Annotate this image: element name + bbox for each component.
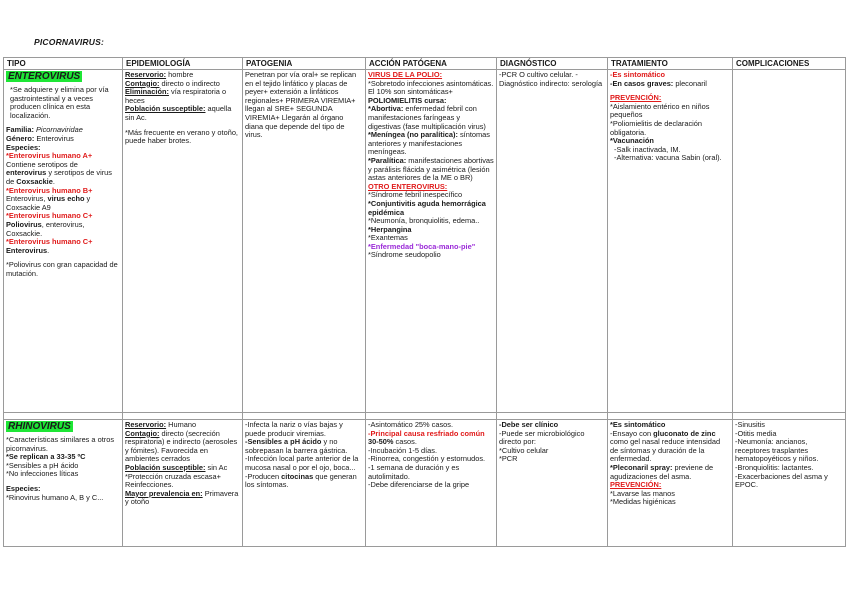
especie-a: *Enterovirus humano A+ Contiene serotipos de enterovirus y serotipos de virus de Coxsackie. bbox=[6, 151, 112, 186]
rhino-diferenciar: -Debe diferenciarse de la gripe bbox=[368, 480, 470, 490]
conjuntivitis: *Conjuntivitis aguda hemorrágica epidémica bbox=[368, 198, 486, 217]
comp-sinusitis: -Sinusitis bbox=[735, 420, 765, 429]
rhino-sintomatico: *Es sintomático bbox=[610, 420, 666, 429]
seudopolio: *Síndrome seudopolio bbox=[368, 250, 441, 260]
rhino-resfriado: -Principal causa resfriado común 30-50% casos. bbox=[368, 428, 485, 447]
especies-label: Especies: bbox=[6, 142, 41, 152]
otros-enterovirus-title: OTRO ENTEROVIRUS: bbox=[368, 181, 448, 191]
rhino-zinc: -Ensayo con gluconato de zinc como gel nasal reduce intensidad de síntomas y duración de la enfermedad. bbox=[610, 428, 721, 464]
polio-title: VIRUS DE LA POLIO: bbox=[368, 70, 443, 79]
rhino-liticas: *No infecciones líticas bbox=[6, 469, 79, 479]
contagio-line: Contagio: directo o indirecto bbox=[125, 78, 220, 88]
virus-name-rhinovirus: RHINOVIRUS bbox=[8, 421, 71, 432]
rhino-clinico: -Debe ser clínico bbox=[499, 420, 559, 429]
enterovirus-desc: *Se adquiere y elimina por vía gastrointestinal y a veces producen clínica en esta localización. bbox=[10, 85, 109, 120]
rhino-infeccion-local: -Infección local parte anterior de la mucosa nasal o por el ojo, boca... bbox=[245, 454, 359, 472]
rhino-micro: -Puede ser microbiológico directo por: bbox=[499, 428, 585, 447]
poliovirus-note: *Poliovirus con gran capacidad de mutación. bbox=[6, 260, 118, 278]
salk: -Salk inactivada, IM. bbox=[614, 144, 681, 154]
cell-complicaciones-enterovirus bbox=[733, 70, 846, 413]
genero-line: Género: Enterovirus bbox=[6, 133, 74, 143]
sabin: -Alternativa: vacuna Sabin (oral). bbox=[614, 153, 722, 163]
especie-c2: *Enterovirus humano C+ Enterovirus. bbox=[6, 237, 93, 255]
rhino-especies: *Rinovirus humano A, B y C... bbox=[6, 492, 104, 502]
rhino-pcr: *PCR bbox=[499, 454, 518, 464]
header-accion-patogena: ACCIÓN PATÓGENA bbox=[366, 58, 497, 70]
spacer-row bbox=[4, 413, 846, 420]
table-row-enterovirus bbox=[4, 70, 846, 413]
rhino-replican: *Se replican a 33-35 ºC bbox=[6, 452, 86, 462]
header-row bbox=[4, 58, 846, 70]
cell-accion-rhinovirus bbox=[366, 420, 497, 547]
rhino-contagio: Contagio: directo (secreción respiratoria) e indirecto (aerosoles y fómites). Favorecida en ambientes cerrados bbox=[125, 428, 238, 464]
cell-accion-enterovirus bbox=[366, 70, 497, 413]
rhino-rinorrea: -Rinorrea, congestión y estornudos. bbox=[368, 454, 486, 464]
rhino-especies-label: Especies: bbox=[6, 483, 41, 493]
header-tratamiento: TRATAMIENTO bbox=[608, 58, 733, 70]
boca-mano-pie: *Enfermedad "boca-mano-pie" bbox=[368, 241, 476, 251]
cell-tratamiento-enterovirus bbox=[608, 70, 733, 413]
vacunacion: *Vacunación bbox=[610, 136, 654, 146]
sindrome-febril: *Síndrome febril inespecífico bbox=[368, 190, 463, 200]
cell-tratamiento-rhinovirus bbox=[608, 420, 733, 547]
rhino-ph: -Sensibles a pH ácido y no sobrepasan la barrera gástrica. bbox=[245, 437, 348, 455]
page-title: PICORNAVIRUS: bbox=[34, 37, 104, 47]
neumonia: *Neumonía, bronquiolitis, edema.. bbox=[368, 216, 480, 226]
cell-tipo-rhinovirus bbox=[4, 420, 123, 547]
rhino-prevalencia: Mayor prevalencia en: Primavera y otoño bbox=[125, 488, 239, 507]
header-complicaciones: COMPLICACIONES bbox=[733, 58, 846, 70]
cell-epidemiologia-enterovirus bbox=[123, 70, 243, 413]
rhino-infecta: -Infecta la nariz o vías bajas y puede producir viremias. bbox=[245, 420, 343, 438]
cell-diagnostico-enterovirus: -PCR O cultivo celular. -Diagnóstico indirecto: serología bbox=[497, 70, 608, 413]
cell-patogenia-rhinovirus bbox=[243, 420, 366, 547]
especie-b: *Enterovirus humano B+ Enterovirus, virus echo y Coxsackie A9 bbox=[6, 185, 93, 212]
declaracion: *Poliomielitis de declaración obligatoria. bbox=[610, 118, 703, 137]
herpangina: *Herpangina bbox=[368, 224, 412, 234]
table-row-rhinovirus bbox=[4, 420, 846, 547]
rhino-asintomatico: -Asintomático 25% casos. bbox=[368, 420, 454, 429]
cell-tipo-enterovirus bbox=[4, 70, 123, 413]
rhino-manos: *Lavarse las manos bbox=[610, 488, 675, 498]
abortiva-line: *Abortiva: enfermedad febril con manifestaciones faríngeas y digestivas (fase multiplicación virus) bbox=[368, 104, 486, 131]
rhino-medidas: *Medidas higiénicas bbox=[610, 497, 676, 507]
meningea-line: *Meníngea (no paralítica): síntomas anteriores y manifestaciones meníngeas. bbox=[368, 130, 490, 157]
rhino-reservorio: Reservorio: Humano bbox=[125, 420, 197, 429]
cell-diagnostico-rhinovirus bbox=[497, 420, 608, 547]
cell-complicaciones-rhinovirus bbox=[733, 420, 846, 547]
prevencion-title: PREVENCIÓN: bbox=[610, 93, 662, 103]
polio-desc: *Sobretodo infecciones asintomáticas. El 10% son sintomáticas+ bbox=[368, 78, 494, 97]
rhino-poblacion: Población susceptible: sin Ac bbox=[125, 462, 228, 472]
rhino-proteccion: *Protección cruzada escasa+ Reinfecciones. bbox=[125, 471, 221, 490]
comp-bronquiolitis: -Bronquiolitis: lactantes. bbox=[735, 462, 814, 472]
casos-graves: -En casos graves: pleconaril bbox=[610, 78, 707, 88]
familia-line: Familia: Picornaviridae bbox=[6, 125, 83, 135]
poliomielitis-cursa: POLIOMIELITIS cursa: bbox=[368, 95, 447, 105]
comp-asma: -Exacerbaciones del asma y EPOC. bbox=[735, 471, 828, 490]
frecuencia-line: *Más frecuente en verano y otoño, puede haber brotes. bbox=[125, 127, 238, 146]
rhino-semana: -1 semana de duración y es autolimitado. bbox=[368, 462, 460, 481]
comp-otitis: -Otitis media bbox=[735, 428, 777, 438]
rhino-spray: *Pleconaril spray: previene de agudizaciones del asma. bbox=[610, 462, 714, 481]
rhino-citocinas: -Producen citocinas que generan los síntomas. bbox=[245, 471, 357, 490]
eliminacion-line: Eliminación: vía respiratoria o heces bbox=[125, 87, 227, 105]
rhino-prevencion-title: PREVENCIÓN: bbox=[610, 480, 662, 490]
es-sintomatico: -Es sintomático bbox=[610, 70, 666, 79]
paralitica-line: *Paralítica: manifestaciones abortivas y parálisis flácida y asimétrica (lesión astas anteriores de la ME o BR) bbox=[368, 155, 494, 183]
exantemas: *Exantemas bbox=[368, 233, 408, 243]
comp-neumonia: -Neumonía: ancianos, receptores trasplantes hematopoyéticos y niños. bbox=[735, 437, 819, 464]
header-tipo: TIPO bbox=[4, 58, 123, 70]
especie-c1: *Enterovirus humano C+ Poliovirus, enterovirus, Coxsackie. bbox=[6, 211, 93, 238]
header-diagnostico: DIAGNÓSTICO bbox=[497, 58, 608, 70]
poblacion-line: Población susceptible: aquella sin Ac. bbox=[125, 104, 232, 122]
header-patogenia: PATOGENIA bbox=[243, 58, 366, 70]
header-epidemiologia: EPIDEMIOLOGÍA bbox=[123, 58, 243, 70]
reservorio-line: Reservorio: hombre bbox=[125, 70, 194, 79]
cell-epidemiologia-rhinovirus bbox=[123, 420, 243, 547]
rhino-sensibles: *Sensibles a pH ácido bbox=[6, 460, 79, 470]
rhino-cultivo: *Cultivo celular bbox=[499, 445, 549, 455]
aislamiento: *Aislamiento entérico en niños pequeños bbox=[610, 101, 710, 120]
virus-name-enterovirus: ENTEROVIRUS bbox=[8, 71, 81, 82]
cell-patogenia-enterovirus: Penetran por vía oral+ se replican en el tejido linfático y placas de peyer+ extensión a linfáticos regionales+ PRIMERA VIREMIA+ llegan al SRE+ SEGUNDA VIREMIA+ Llegarán al órgano diana que depende del tipo de virus. bbox=[243, 70, 366, 413]
picornavirus-table bbox=[3, 57, 846, 547]
rhino-caract: *Características similares a otros picornavirus. bbox=[6, 435, 115, 453]
rhino-incubacion: -Incubación 1-5 días. bbox=[368, 445, 438, 455]
